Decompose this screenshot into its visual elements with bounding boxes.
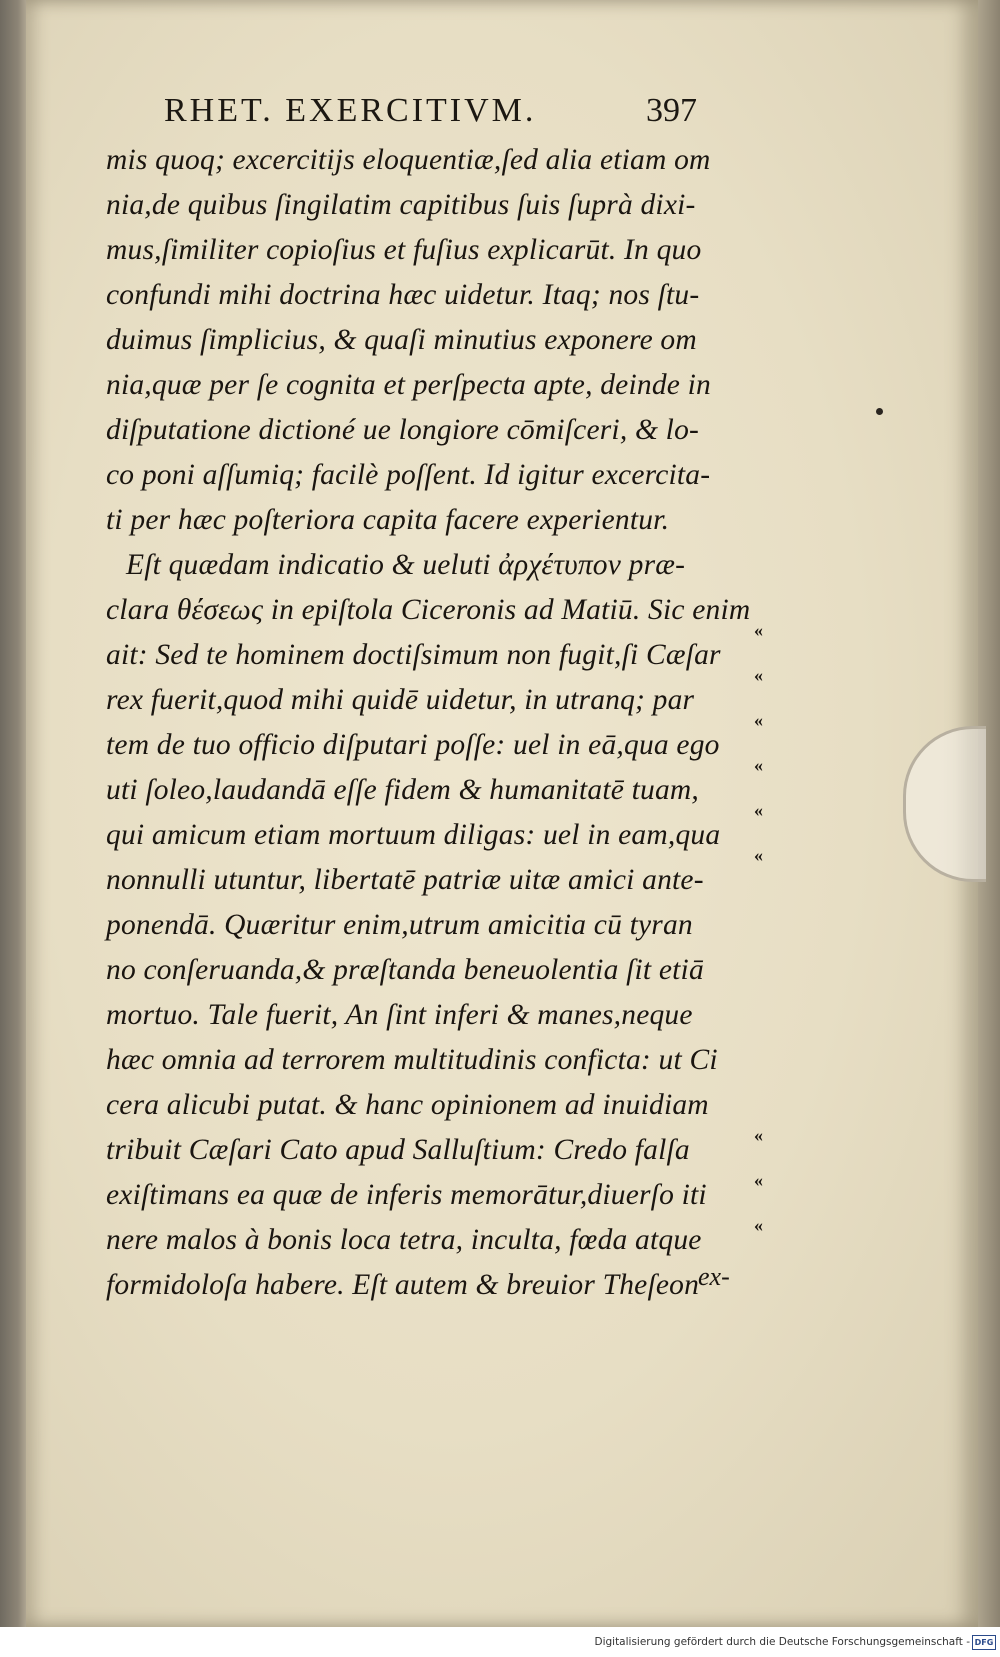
- quotation-mark: «: [754, 620, 763, 640]
- quotation-mark: «: [754, 1170, 763, 1190]
- quotation-mark: «: [754, 665, 763, 685]
- quotation-mark: «: [754, 755, 763, 775]
- text-line: cera alicubi putat. & hanc opinionem ad inuidiam: [106, 1089, 709, 1121]
- text-line: ponendā. Quæritur enim,utrum amicitia cū tyran: [106, 909, 693, 941]
- text-line: nia,de quibus ſingilatim capitibus ſuis ſuprà dixi-: [106, 189, 696, 221]
- text-line: ait: Sed te hominem doctiſsimum non fugit,ſi Cæſar: [106, 639, 721, 671]
- text-line: mus,ſimiliter copioſius et fuſius explicarūt. In quo: [106, 234, 702, 266]
- footer-bar: [0, 1627, 1000, 1657]
- text-line: clara θέσεως in epiſtola Ciceronis ad Matiū. Sic enim: [106, 594, 751, 626]
- text-line: rex fuerit,quod mihi quidē uidetur, in utranq; par: [106, 684, 695, 716]
- text-line: duimus ſimplicius, & quaſi minutius exponere om: [106, 324, 697, 356]
- text-line: nere malos à bonis loca tetra, inculta, fœda atque: [106, 1224, 702, 1256]
- dfg-logo: DFG: [972, 1635, 996, 1650]
- running-head-title: RHET. EXERCITIVM.: [164, 92, 537, 129]
- page-number: 397: [646, 92, 697, 129]
- text-line: tem de tuo officio diſputari poſſe: uel in eā,qua ego: [106, 729, 720, 761]
- text-line: qui amicum etiam mortuum diligas: uel in eam,qua: [106, 819, 721, 851]
- text-line: ti per hæc poſteriora capita facere experientur.: [106, 504, 670, 536]
- text-line: nia,quæ per ſe cognita et perſpecta apte, deinde in: [106, 369, 711, 401]
- text-line: co poni aſſumiq; facilè poſſent. Id igitur excercita-: [106, 459, 711, 491]
- text-line: hæc omnia ad terrorem multitudinis conficta: ut Ci: [106, 1044, 718, 1076]
- text-line: formidoloſa habere. Eſt autem & breuior Theſeon: [106, 1269, 700, 1301]
- quotation-mark: «: [754, 710, 763, 730]
- text-line: mortuo. Tale fuerit, An ſint inferi & manes,neque: [106, 999, 693, 1031]
- quotation-mark: «: [754, 845, 763, 865]
- text-line: confundi mihi doctrina hæc uidetur. Itaq; nos ſtu-: [106, 279, 700, 311]
- text-line: Eſt quædam indicatio & ueluti ἀρχέτυπον præ-: [126, 549, 686, 581]
- text-line: tribuit Cæſari Cato apud Salluſtium: Credo falſa: [106, 1134, 690, 1166]
- quotation-mark: «: [754, 1215, 763, 1235]
- text-line: uti ſoleo,laudandā eſſe fidem & humanitatē tuam,: [106, 774, 699, 806]
- quotation-mark: «: [754, 1125, 763, 1145]
- text-line: exiſtimans ea quæ de inferis memorātur,diuerſo iti: [106, 1179, 707, 1211]
- funding-credit: Digitalisierung gefördert durch die Deutsche Forschungsgemeinschaft -: [594, 1636, 970, 1648]
- paper-speck: [876, 408, 883, 415]
- text-line: no conſeruanda,& præſtanda beneuolentia ſit etiā: [106, 954, 704, 986]
- quotation-mark: «: [754, 800, 763, 820]
- text-line: mis quoq; excercitijs eloquentiæ,ſed alia etiam om: [106, 144, 711, 176]
- book-page: [26, 0, 978, 1627]
- text-line: diſputatione dictioné ue longiore cōmiſceri, & lo-: [106, 414, 700, 446]
- text-line: nonnulli utuntur, libertatē patriæ uitæ amici ante-: [106, 864, 704, 896]
- catchword: ex-: [698, 1262, 730, 1291]
